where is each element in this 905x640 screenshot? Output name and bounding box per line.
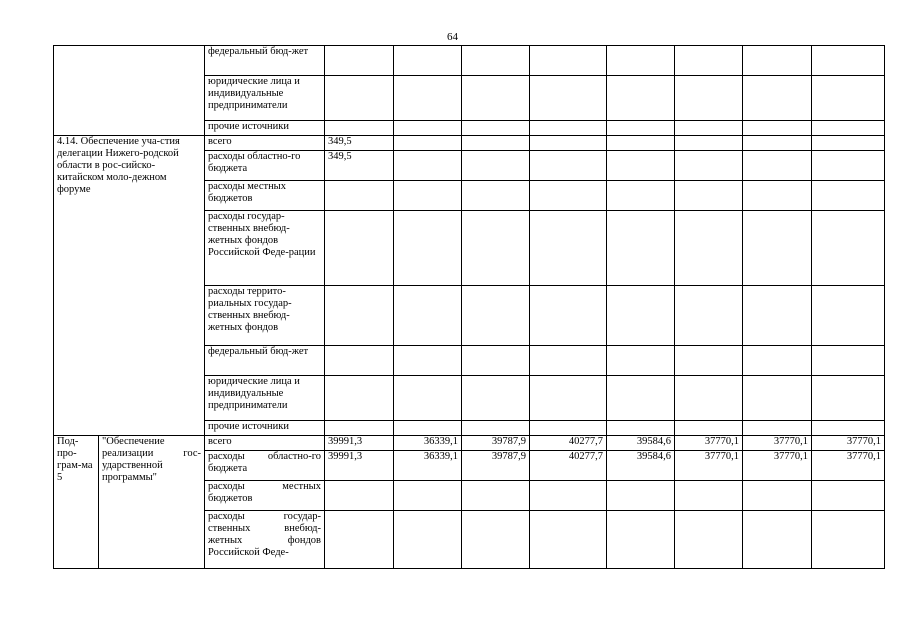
value-cell: 39787,9 (462, 451, 530, 481)
value-cell (675, 511, 743, 569)
value-cell (675, 151, 743, 181)
subprogram-label-cell: Под-про-грам-ма 5 (54, 436, 99, 569)
value-cell: 39991,3 (325, 451, 394, 481)
value-cell (462, 181, 530, 211)
value-cell (607, 46, 675, 76)
value-cell: 36339,1 (394, 436, 462, 451)
value-cell: 40277,7 (530, 451, 607, 481)
value-cell (394, 76, 462, 121)
value-cell (462, 136, 530, 151)
value-cell: 39787,9 (462, 436, 530, 451)
value-cell (812, 511, 885, 569)
value-cell (394, 211, 462, 286)
value-cell (675, 286, 743, 346)
value-cell (325, 376, 394, 421)
funding-source-cell: прочие источники (205, 421, 325, 436)
value-cell (394, 46, 462, 76)
value-cell (530, 511, 607, 569)
value-cell (812, 136, 885, 151)
value-cell (394, 151, 462, 181)
value-cell (325, 421, 394, 436)
value-cell (462, 421, 530, 436)
value-cell (743, 151, 812, 181)
value-cell (394, 421, 462, 436)
table-row (54, 136, 885, 151)
value-cell (743, 346, 812, 376)
value-cell: 37770,1 (743, 436, 812, 451)
value-cell (607, 76, 675, 121)
value-cell (530, 211, 607, 286)
value-cell: 37770,1 (675, 436, 743, 451)
funding-source-cell: расходы террито-риальных государ-ственных внебюд-жетных фондов (205, 286, 325, 346)
value-cell (607, 151, 675, 181)
funding-source-cell: расходы местных бюджетов (205, 181, 325, 211)
value-cell: 349,5 (325, 136, 394, 151)
value-cell (530, 121, 607, 136)
value-cell (607, 421, 675, 436)
value-cell: 40277,7 (530, 436, 607, 451)
value-cell (325, 46, 394, 76)
value-cell (530, 181, 607, 211)
funding-source-cell: прочие источники (205, 121, 325, 136)
value-cell (812, 376, 885, 421)
funding-source-cell: расходы областно-го бюджета (205, 151, 325, 181)
value-cell (530, 376, 607, 421)
value-cell (530, 286, 607, 346)
value-cell (675, 421, 743, 436)
value-cell: 39991,3 (325, 436, 394, 451)
value-cell (462, 511, 530, 569)
value-cell (743, 181, 812, 211)
value-cell (607, 181, 675, 211)
activity-title-cell: 4.14. Обеспечение уча-стия делегации Нижего-родской области в рос-сийско-китайском моло-дежном форуме (54, 136, 205, 436)
value-cell (675, 181, 743, 211)
funding-source-cell: расходы местных бюджетов (205, 481, 325, 511)
value-cell (675, 376, 743, 421)
value-cell (607, 511, 675, 569)
funding-source-cell: расходы областно-го бюджета (205, 451, 325, 481)
value-cell (394, 181, 462, 211)
value-cell (462, 481, 530, 511)
value-cell: 39584,6 (607, 436, 675, 451)
funding-source-cell: федеральный бюд-жет (205, 46, 325, 76)
value-cell (675, 211, 743, 286)
value-cell (394, 481, 462, 511)
value-cell (530, 346, 607, 376)
value-cell (743, 421, 812, 436)
funding-source-cell: юридические лица и индивидуальные предприниматели (205, 376, 325, 421)
value-cell (394, 121, 462, 136)
value-cell (812, 181, 885, 211)
value-cell (325, 76, 394, 121)
value-cell (462, 286, 530, 346)
value-cell: 37770,1 (743, 451, 812, 481)
value-cell: 36339,1 (394, 451, 462, 481)
value-cell (743, 46, 812, 76)
funding-source-cell: расходы государ-ственных внебюд-жетных фондов Российской Феде- (205, 511, 325, 569)
value-cell (607, 211, 675, 286)
value-cell (812, 421, 885, 436)
value-cell (462, 211, 530, 286)
value-cell (462, 376, 530, 421)
value-cell (812, 76, 885, 121)
value-cell: 37770,1 (812, 451, 885, 481)
value-cell (394, 346, 462, 376)
value-cell (325, 286, 394, 346)
value-cell (530, 481, 607, 511)
value-cell (607, 286, 675, 346)
value-cell (675, 121, 743, 136)
value-cell (675, 346, 743, 376)
value-cell (530, 46, 607, 76)
value-cell (325, 181, 394, 211)
value-cell: 39584,6 (607, 451, 675, 481)
value-cell (743, 481, 812, 511)
value-cell (812, 211, 885, 286)
value-cell (607, 481, 675, 511)
funding-source-cell: юридические лица и индивидуальные предприниматели (205, 76, 325, 121)
value-cell (743, 211, 812, 286)
value-cell (462, 76, 530, 121)
funding-source-cell: всего (205, 136, 325, 151)
subprogram-name-cell: "Обеспечение реализации гос-ударственной программы" (99, 436, 205, 569)
value-cell (743, 511, 812, 569)
value-cell (812, 481, 885, 511)
value-cell (743, 376, 812, 421)
value-cell (394, 376, 462, 421)
value-cell (325, 481, 394, 511)
table-row (54, 46, 885, 76)
value-cell (812, 46, 885, 76)
value-cell: 349,5 (325, 151, 394, 181)
value-cell (530, 136, 607, 151)
value-cell (607, 346, 675, 376)
value-cell (325, 121, 394, 136)
value-cell (462, 46, 530, 76)
value-cell: 37770,1 (812, 436, 885, 451)
funding-source-cell: федеральный бюд-жет (205, 346, 325, 376)
value-cell (675, 76, 743, 121)
value-cell (607, 376, 675, 421)
funding-source-cell: всего (205, 436, 325, 451)
value-cell: 37770,1 (675, 451, 743, 481)
value-cell (743, 286, 812, 346)
value-cell (530, 421, 607, 436)
value-cell (607, 121, 675, 136)
value-cell (394, 136, 462, 151)
value-cell (743, 76, 812, 121)
value-cell (743, 136, 812, 151)
value-cell (530, 76, 607, 121)
value-cell (675, 136, 743, 151)
value-cell (530, 151, 607, 181)
value-cell (812, 286, 885, 346)
value-cell (743, 121, 812, 136)
value-cell (325, 346, 394, 376)
value-cell (812, 151, 885, 181)
table-row (54, 436, 885, 451)
value-cell (675, 46, 743, 76)
value-cell (462, 346, 530, 376)
value-cell (462, 151, 530, 181)
value-cell (394, 286, 462, 346)
value-cell (394, 511, 462, 569)
funding-source-cell: расходы государ-ственных внебюд-жетных фондов Российской Феде-рации (205, 211, 325, 286)
continuation-label-cell (54, 46, 205, 136)
budget-table (53, 45, 885, 569)
value-cell (607, 136, 675, 151)
value-cell (325, 211, 394, 286)
value-cell (812, 121, 885, 136)
value-cell (462, 121, 530, 136)
page-number: 64 (447, 31, 458, 43)
value-cell (675, 481, 743, 511)
value-cell (812, 346, 885, 376)
value-cell (325, 511, 394, 569)
